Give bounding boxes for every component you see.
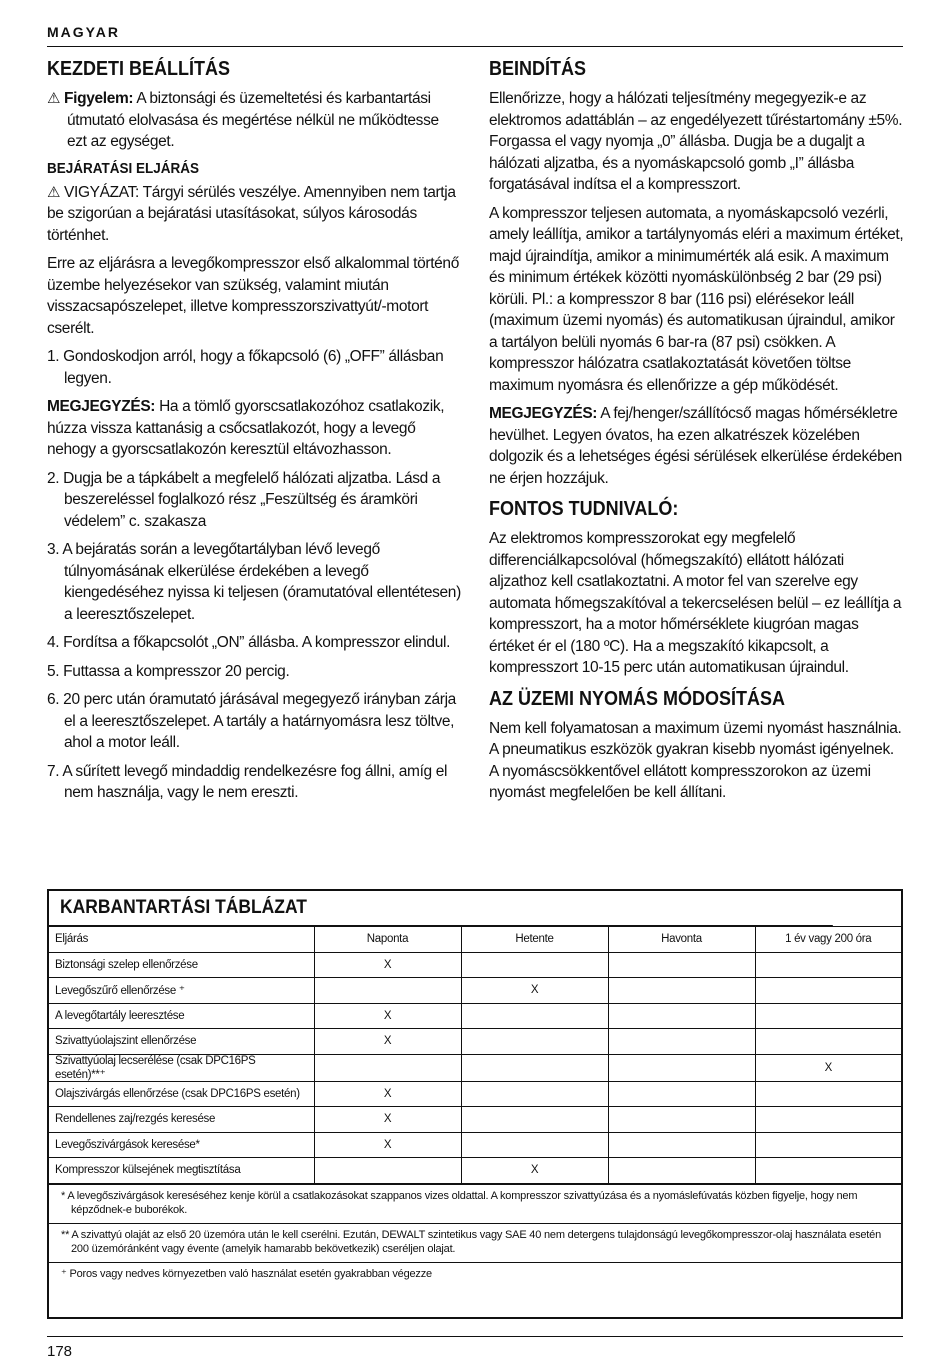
table-row — [49, 952, 901, 978]
note-paragraph: MEGJEGYZÉS: A fej/henger/szállítócső magas hőmérsékletre hevülhet. Legyen óvatos, ha ezen alkatrészek közelében dolgozik és a lehetséges égési sérülések elkerülése érdekében ne érjen hozzájuk. — [489, 405, 902, 487]
table-header-row — [49, 927, 901, 953]
column-header: Naponta — [314, 927, 461, 953]
step-1: 1. Gondoskodjon arról, hogy a főkapcsoló (6) „OFF” állásban legyen. — [47, 348, 444, 387]
section-heading-important: FONTOS TUDNIVALÓ: — [489, 498, 679, 520]
table-cell — [608, 952, 755, 978]
table-cell — [755, 1029, 901, 1055]
column-header: 1 év vagy 200 óra — [755, 927, 901, 953]
table-cell — [755, 1107, 901, 1133]
column-header: Eljárás — [49, 927, 314, 953]
table-cell: Biztonsági szelep ellenőrzése — [49, 952, 314, 978]
table-cell: Szivattyúolajszint ellenőrzése — [49, 1029, 314, 1055]
language-label: MAGYAR — [47, 24, 120, 40]
left-column — [47, 56, 462, 811]
table-cell — [608, 978, 755, 1004]
table-cell — [608, 1107, 755, 1133]
maintenance-table-box — [47, 889, 903, 1319]
table-cell: Szivattyúolaj lecserélése (csak DPC16PS esetén)**⁺ — [49, 1054, 314, 1081]
startup-paragraph: Ellenőrizze, hogy a hálózati teljesítmény megegyezik-e az elektromos adattáblán – az engedélyezett tűréstartomány ±5%. Forgassa el vagy nyomja „0” állásba. Dugja be a dugaljt a hálózati aljzatba, és a nyomáskapcsoló gomb „I” állásba forgatásával indítsa el a kompresszort. — [489, 90, 903, 193]
table-cell — [608, 1132, 755, 1158]
table-cell — [755, 978, 901, 1004]
table-cell — [461, 1003, 608, 1029]
right-column — [489, 56, 904, 811]
maintenance-note-1: * A levegőszivárgások kereséséhez kenje körül a csatlakozásokat szappanos vizes oldattal. A kompresszor szivattyúzása és a nyomáslefúvatás közben figyelje, hogy nem képződnek-e buborékok. — [49, 1184, 901, 1223]
table-cell — [755, 1132, 901, 1158]
table-cell: X — [314, 1029, 461, 1055]
table-cell: X — [314, 1132, 461, 1158]
table-cell — [755, 1081, 901, 1107]
table-cell — [608, 1029, 755, 1055]
table-cell — [755, 1158, 901, 1184]
table-cell — [461, 1081, 608, 1107]
attention-paragraph: ⚠ Figyelem: A biztonsági és üzemeltetési és karbantartási útmutató elolvasása és megértése nélkül ne működtesse ezt az egységet. — [47, 90, 439, 150]
note-paragraph: MEGJEGYZÉS: Ha a tömlő gyorscsatlakozóhoz csatlakozik, húzza vissza kattanásig a csőcsatlakozót, hogy a levegő nehogy a gyorscsatlakozón keresztül eltávozhasson. — [47, 398, 445, 458]
table-cell: X — [461, 1158, 608, 1184]
page-number: 178 — [47, 1343, 73, 1360]
table-cell: X — [314, 1107, 461, 1133]
maintenance-table — [49, 926, 901, 1184]
step-6: 6. 20 perc után óramutató járásával megegyező irányban zárja el a leeresztőszelepet. A tartály a határnyomásra lesz töltve, ahol a motor leáll. — [47, 691, 456, 751]
table-row — [49, 1158, 901, 1184]
maintenance-note-2: ** A szivattyú olaját az első 20 üzemóra után le kell cserélni. Ezután, DEWALT szintetikus vagy SAE 40 nem detergens tulajdonságú levegőkompresszor-olaj használata esetén 200 üzemóránként vagy évente (amelyik hamarabb bekövetkezik) cseréljen olajat. — [49, 1223, 901, 1262]
automatic-paragraph: A kompresszor teljesen automata, a nyomáskapcsoló vezérli, amely leállítja, amikor a tartálynyomás eléri a maximum értéket, majd újraindítja, amikor a minimumérték alá esik. A maximum és minimum értékek közötti nyomáskülönbség 2 bar (29 psi) körüli. Pl.: a kompresszor 8 bar (116 psi) elérésekor leáll (maximum üzemi nyomás) és automatikusan újraindul, amikor a tartályon belüli nyomás 6 bar-ra (87 psi) csökken. A kompresszor hálózatra csatlakoztatását követően töltse maximum nyomásra és ellenőrizze a gép működését. — [489, 204, 904, 394]
section-heading-startup: BEINDÍTÁS — [489, 58, 587, 80]
maintenance-title: KARBANTARTÁSI TÁBLÁZAT — [49, 891, 833, 926]
breakin-intro: Erre az eljárásra a levegőkompresszor első alkalommal történő üzembe helyezésekor van szükség, valamint miután visszacsapószelepet, illetve kompresszorszivattyút/-motort cserélt. — [47, 255, 459, 337]
table-cell — [608, 1158, 755, 1184]
bottom-divider — [47, 1336, 903, 1337]
step-5: 5. Futtassa a kompresszor 20 percig. — [47, 662, 290, 680]
top-divider — [47, 46, 903, 47]
subheading-breakin: BEJÁRATÁSI ELJÁRÁS — [47, 159, 200, 177]
table-cell: X — [461, 978, 608, 1004]
table-row — [49, 1003, 901, 1029]
table-row — [49, 1132, 901, 1158]
caution-paragraph: ⚠ VIGYÁZAT: Tárgyi sérülés veszélye. Amennyiben nem tartja be szigorúan a bejáratási utasításokat, súlyos károsodás történhet. — [47, 183, 456, 244]
table-cell: Kompresszor külsejének megtisztítása — [49, 1158, 314, 1184]
table-cell — [608, 1003, 755, 1029]
table-cell: X — [314, 952, 461, 978]
table-cell — [608, 1054, 755, 1081]
table-cell: Levegőszűrő ellenőrzése ⁺ — [49, 978, 314, 1004]
table-cell: X — [755, 1054, 901, 1081]
pressure-paragraph: Nem kell folyamatosan a maximum üzemi nyomást használnia. A pneumatikus eszközök gyakran kisebb nyomást igényelnek. A nyomáscsökkentővel ellátott kompresszorokon az üzemi nyomást megfelelően be kell állítani. — [489, 719, 902, 801]
table-cell — [461, 1054, 608, 1081]
table-cell — [461, 952, 608, 978]
warning-triangle-icon: ⚠ — [47, 90, 61, 107]
table-cell — [461, 1029, 608, 1055]
table-cell: X — [314, 1081, 461, 1107]
table-row — [49, 978, 901, 1004]
table-cell — [314, 978, 461, 1004]
table-cell — [755, 952, 901, 978]
warning-triangle-icon: ⚠ — [47, 183, 61, 201]
column-header: Hetente — [461, 927, 608, 953]
table-cell: Olajszivárgás ellenőrzése (csak DPC16PS esetén) — [49, 1081, 314, 1107]
table-cell: Levegőszivárgások keresése* — [49, 1132, 314, 1158]
step-3: 3. A bejáratás során a levegőtartályban lévő levegő túlnyomásának elkerülése érdekében a levegő kiengedéséhez nyissa ki teljesen (óramutatóval ellentétesen) a leeresztőszelepet. — [47, 541, 461, 623]
table-cell — [314, 1054, 461, 1081]
table-cell — [755, 1003, 901, 1029]
maintenance-note-3: ⁺ Poros vagy nedves környezetben való használat esetén gyakrabban végezze — [49, 1262, 901, 1287]
step-2: 2. Dugja be a tápkábelt a megfelelő hálózati aljzatba. Lásd a beszereléssel foglalkozó rész „Feszültség és áramköri védelem” c. szakasza — [47, 469, 441, 530]
table-cell: Rendellenes zaj/rezgés keresése — [49, 1107, 314, 1133]
column-header: Havonta — [608, 927, 755, 953]
table-cell — [314, 1158, 461, 1184]
section-heading-pressure: AZ ÜZEMI NYOMÁS MÓDOSÍTÁSA — [489, 687, 786, 710]
section-heading-setup: KEZDETI BEÁLLÍTÁS — [47, 58, 231, 80]
table-cell — [461, 1107, 608, 1133]
important-paragraph: Az elektromos kompresszorokat egy megfelelő differenciálkapcsolóval (hőmegszakító) ellátott hálózati aljzathoz kell csatlakoztatni. A motor fel van szerelve egy automata hőmegszakítóval a tekercselésen belül – ez leállítja a kompresszort, ha a motor hőmérséklete kiugróan magas értéket ér el (180 ºC). Ha a megszakító kikapcsolt, a kompresszort 10-15 perc után automatikusan újraindul. — [489, 530, 902, 676]
step-7: 7. A sűrített levegő mindaddig rendelkezésre fog állni, amíg el nem használja, vagy le nem ereszti. — [47, 762, 448, 801]
table-cell — [608, 1081, 755, 1107]
table-cell — [461, 1132, 608, 1158]
table-row — [49, 1029, 901, 1055]
table-row — [49, 1107, 901, 1133]
table-row — [49, 1054, 901, 1081]
step-4: 4. Fordítsa a főkapcsolót „ON” állásba. A kompresszor elindul. — [47, 634, 451, 651]
table-row — [49, 1081, 901, 1107]
table-cell: A levegőtartály leeresztése — [49, 1003, 314, 1029]
table-cell: X — [314, 1003, 461, 1029]
